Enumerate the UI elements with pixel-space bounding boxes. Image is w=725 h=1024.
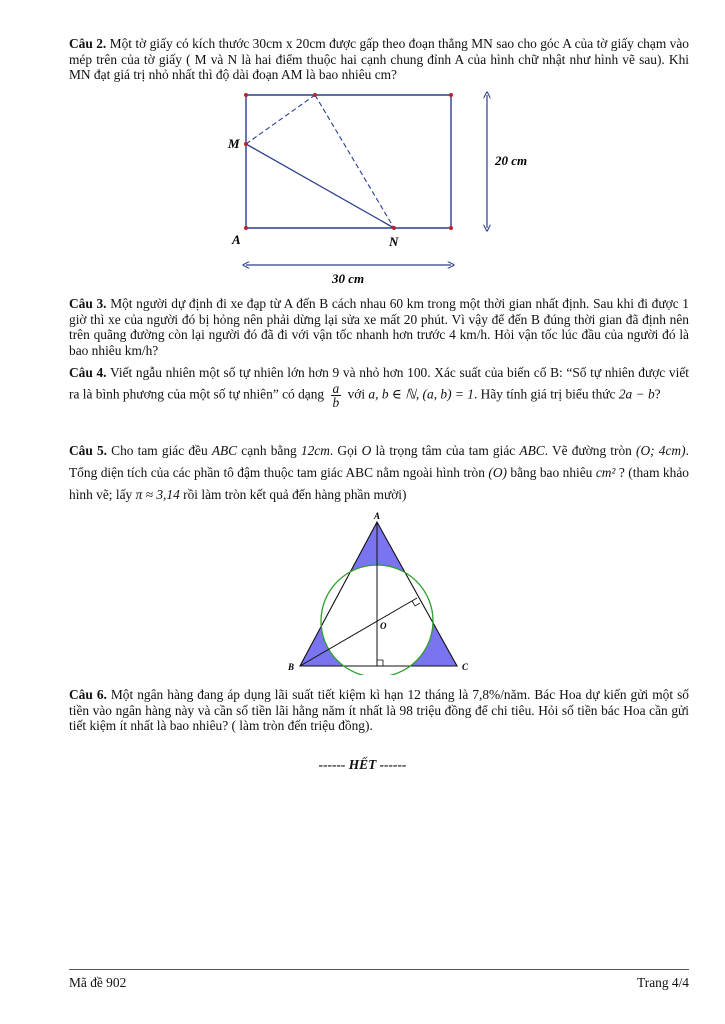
height-label: 20 cm xyxy=(495,153,528,168)
question-6-text: Một ngân hàng đang áp dụng lãi suất tiết kiệm kì hạn 12 tháng là 7,8%/năm. Bác Hoa dự kiến gửi một số tiền vào ngân hàng này và cần số tiền lãi hằng năm ít nhất là 98 triệu đồng để chi tiêu. Hỏi số tiền bác Hoa cần gửi tiết kiệm ít nhất là bao nhiêu? ( làm tròn đến triệu đồng). xyxy=(69,687,689,733)
question-4-text-c: . Hãy tính giá trị biểu thức xyxy=(473,386,616,402)
page-number: Trang 4/4 xyxy=(637,975,689,990)
question-5-text: rồi làm tròn kết quả đến hàng phần mười) xyxy=(183,487,407,502)
fraction-denominator: b xyxy=(332,395,340,410)
question-2 xyxy=(69,36,689,83)
label-o: O xyxy=(380,621,387,631)
question-2-label: Câu 2. xyxy=(69,36,107,51)
question-5-text: ? (tham khảo hình vẽ; lấy xyxy=(69,465,689,502)
question-5-label: Câu 5. xyxy=(69,443,108,458)
point-a xyxy=(244,226,248,230)
question-5 xyxy=(69,440,689,506)
question-6-label: Câu 6. xyxy=(69,687,107,702)
question-4 xyxy=(69,364,689,409)
shaded-region xyxy=(300,522,457,666)
exam-code: Mã đề 902 xyxy=(69,975,127,990)
fraction-numerator: a xyxy=(332,381,340,396)
question-5-text: Cho tam giác đều xyxy=(111,443,208,458)
question-3-label: Câu 3. xyxy=(69,296,107,311)
figure-triangle-circle xyxy=(285,510,480,675)
math-o: O xyxy=(361,443,372,458)
end-marker: ------ HẾT ------ xyxy=(318,757,407,772)
question-5-text: . Gọi xyxy=(329,443,358,458)
question-3 xyxy=(69,296,689,358)
point-m xyxy=(244,142,248,146)
page-footer xyxy=(69,969,689,990)
label-a: A xyxy=(232,232,241,247)
point xyxy=(449,93,453,97)
math-side: 12cm xyxy=(300,443,330,458)
question-5-text: . Vẽ đường tròn xyxy=(544,443,632,458)
question-5-text: cạnh bằng xyxy=(241,443,297,458)
label-c: C xyxy=(462,662,469,672)
math-circle: (O; 4cm) xyxy=(636,443,686,458)
point-n xyxy=(392,226,396,230)
question-4-label: Câu 4. xyxy=(69,365,107,380)
question-5-text: bằng bao nhiêu xyxy=(510,465,593,480)
question-5-text: . Tổng diện tích của các phần tô đậm thuộc tam giác ABC nằm ngoài hình tròn xyxy=(69,443,689,480)
question-4-text-b: với xyxy=(347,386,366,402)
folded-edge-1 xyxy=(246,95,315,144)
point xyxy=(244,93,248,97)
label-m: M xyxy=(228,136,240,151)
label-n: N xyxy=(389,234,399,249)
question-4-text-d: ? xyxy=(654,386,661,402)
question-3-text: Một người dự định đi xe đạp từ A đến B cách nhau 60 km trong một thời gian nhất định. Sau khi đi được 1 giờ thì xe của người đó bị hỏng nên phải dừng lại sửa xe mất 20 phút. Vì vậy để đến B đúng thời gian đã định nên trên quãng đường còn lại người đó đã đi với vận tốc nhanh hơn trước 4 km/h. Hỏi vận tốc lúc đầu của người đó là bao nhiêu km/h? xyxy=(69,296,689,358)
point xyxy=(313,93,317,97)
math-abc: ABC xyxy=(519,443,545,458)
math-unit: cm² xyxy=(595,465,616,480)
fold-line-mn xyxy=(246,144,394,228)
figure-fold-rectangle xyxy=(220,85,540,290)
question-5-text: là trọng tâm của tam giác xyxy=(375,443,516,458)
math-abc: ABC xyxy=(211,443,238,458)
fraction-a-over-b xyxy=(331,382,342,409)
label-a: A xyxy=(374,511,381,521)
question-2-text: Một tờ giấy có kích thước 30cm x 20cm được gấp theo đoạn thẳng MN sao cho góc A của tờ giấy chạm vào mép trên của tờ giấy ( M và N là hai điểm thuộc hai cạnh chung đỉnh A của hình chữ nhật như hình vẽ sau). Khi MN đạt giá trị nhỏ nhất thì độ dài đoạn AM là bao nhiêu cm? xyxy=(69,36,689,82)
math-circle: (O) xyxy=(488,465,507,480)
label-b: B xyxy=(288,662,295,672)
question-4-text-a: Viết ngẫu nhiên một số tự nhiên lớn hơn 9 và nhỏ hơn 100. Xác suất của biến cố B: “Số tự nhiên được viết ra là bình phương của một số tự nhiên” có dạng xyxy=(69,365,689,402)
width-label: 30 cm xyxy=(332,271,365,286)
question-4-condition: a, b ∈ ℕ, (a, b) = 1 xyxy=(368,386,474,402)
point xyxy=(449,226,453,230)
folded-edge-2 xyxy=(315,95,394,228)
math-pi: π ≈ 3,14 xyxy=(135,487,180,502)
question-6 xyxy=(69,687,689,734)
question-4-expression: 2a − b xyxy=(618,386,655,402)
